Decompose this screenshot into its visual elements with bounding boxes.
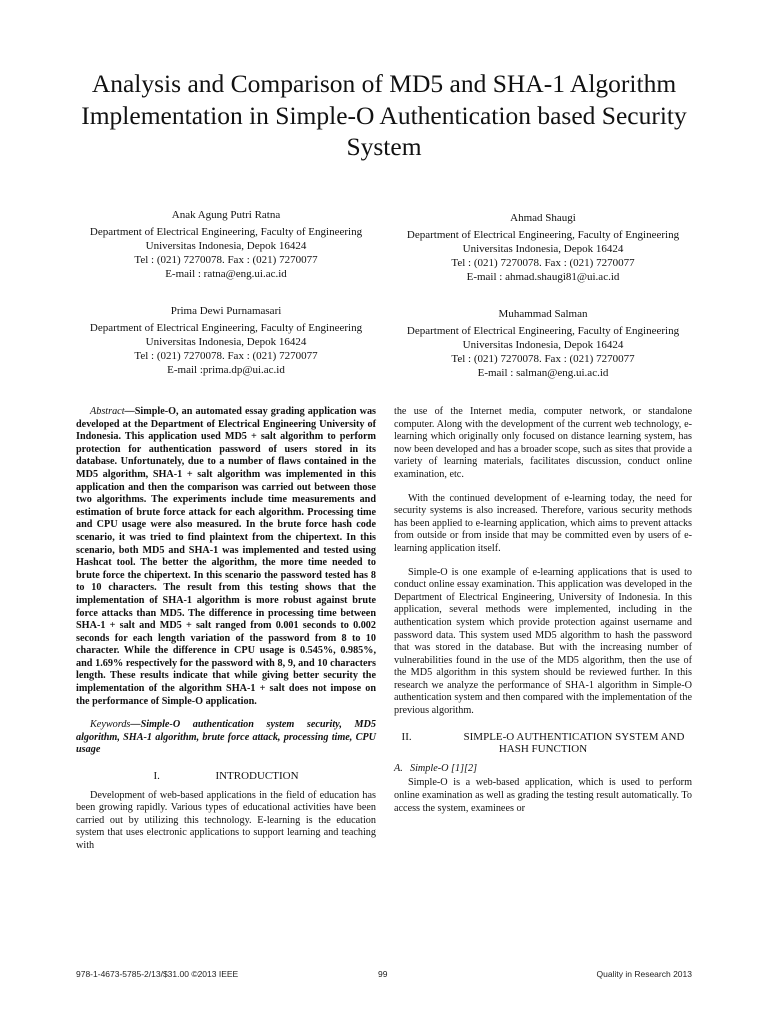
paragraph: Simple-O is one example of e-learning applications that is used to conduct online essay examination. This application was developed in the Department of Electrical Engineering, University of Indonesia. In this application, several methods were implemented, including in the authentication system which provide protection against username and password data. This system used MD5 algorithm to hash the password that was stored in the database. But with the increasing number of vulnerabilities found in the use of the MD5 algorithm, then the use of the MD5 algorithm in this system should be reviewed further. In this research we analyze the performance of SHA-1 algorithm in Simple-O authentication system and then compared with the implementation of the previous algorithm. (394, 566, 692, 717)
author-dept: Department of Electrical Engineering, Faculty of Engineering (406, 325, 680, 337)
abstract (76, 406, 376, 708)
author-name: Anak Agung Putri Ratna (171, 209, 281, 221)
keywords-text: —Simple-O authentication system security, MD5 algorithm, SHA-1 algorithm, brute force attack, processing time, CPU usage (76, 719, 376, 756)
subsection-heading (394, 763, 692, 776)
left-column (76, 406, 376, 853)
section-heading-simple-o (394, 731, 692, 756)
author-tel: Tel : (021) 7270078. Fax : (021) 7270077 (451, 257, 635, 269)
author-dept: Department of Electrical Engineering, Faculty of Engineering (89, 226, 363, 238)
author-dept: Department of Electrical Engineering, Faculty of Engineering (89, 322, 363, 334)
author-tel: Tel : (021) 7270078. Fax : (021) 7270077 (451, 353, 635, 365)
section-title-line2: HASH FUNCTION (498, 743, 588, 756)
footer-conference: Quality in Research 2013 (596, 969, 692, 979)
author-email: E-mail :prima.dp@ui.ac.id (167, 364, 285, 376)
author-tel: Tel : (021) 7270078. Fax : (021) 7270077 (134, 254, 318, 266)
paragraph: Simple-O is a web-based application, which is used to perform online examination as well as grading the testing result automatically. To access the system, examinees or (394, 777, 692, 814)
author-univ: Universitas Indonesia, Depok 16424 (462, 339, 624, 351)
footer-copyright: 978-1-4673-5785-2/13/$31.00 ©2013 IEEE (76, 969, 239, 979)
author-univ: Universitas Indonesia, Depok 16424 (462, 243, 624, 255)
section-title-line1: SIMPLE-O AUTHENTICATION SYSTEM AND (463, 730, 685, 743)
author-block (392, 307, 694, 380)
keywords-label: Keywords (90, 719, 131, 731)
section-title: INTRODUCTION (215, 770, 299, 783)
paragraph: Development of web-based applications in the field of education has been growing rapidly. Various types of educational activities have been carried out by utilizing this technology. E-learning is the education system that uses electronic applications to support learning and teaching with (76, 789, 376, 851)
abstract-label: Abstract (90, 406, 125, 417)
author-univ: Universitas Indonesia, Depok 16424 (145, 336, 307, 348)
subsection-title: Simple-O [1][2] (410, 762, 478, 774)
author-name: Muhammad Salman (498, 308, 588, 320)
section-heading-introduction (76, 770, 376, 783)
author-name: Prima Dewi Purnamasari (170, 305, 282, 317)
author-email: E-mail : salman@eng.ui.ac.id (477, 367, 609, 379)
author-univ: Universitas Indonesia, Depok 16424 (145, 240, 307, 252)
author-block (75, 304, 377, 377)
author-block (75, 208, 377, 281)
author-email: E-mail : ahmad.shaugi81@ui.ac.id (466, 271, 620, 283)
author-tel: Tel : (021) 7270078. Fax : (021) 7270077 (134, 350, 318, 362)
abstract-text: —Simple-O, an automated essay grading application was developed at the Department of Electrical Engineering University of Indonesia. This application used MD5 + salt algorithm to perform protection for authentication password of users stored in its database. Unfortunately, due to a number of flaws contained in the MD5 algorithm, SHA-1 + salt algorithm was implemented in this application and then the comparison was carried out between those two algorithms. The experiments include time measurements and estimation of brute force attack for each algorithm. Processing time and CPU usage were also measured. In the brute force hash code scenario, it was tried to find plaintext from the chipertext. In this scenario, both MD5 and SHA-1 was implemented and tested using Hashcat tool. The better the algorithm, the more time needed to brute force the chipertext. In this scenario the password tested has 8 to 10 characters. The result from this testing shows that the implementation of SHA-1 algorithm is more robust against brute force attacks than MD5. The difference in processing time between SHA-1 + salt and MD5 + salt ranged from 0.001 seconds to 0.002 seconds for each length variation of the password from 8 to 10 character. While the difference in CPU usage is 0.545%, 0.985%, and 1.69% respectively for the password with 8, 9, and 10 characters length. These results indicate that while giving better security the implementation of the algorithm SHA-1 + salt does not impose on the performance of Simple-O application. (76, 406, 376, 707)
section-number: I. (153, 770, 160, 783)
author-email: E-mail : ratna@eng.ui.ac.id (165, 268, 287, 280)
footer-page-number: 99 (378, 969, 388, 979)
right-column (394, 406, 692, 815)
paragraph: the use of the Internet media, computer network, or standalone computer. Along with the development of the current web technology, e-learning which originally only focused on distance learning system, has now been developed and has a broader scope, such as sites that provide a variety of learning materials, facilitates discussion, conduct online examination, etc. (394, 406, 692, 480)
section-number: II. (401, 730, 412, 743)
author-dept: Department of Electrical Engineering, Faculty of Engineering (406, 229, 680, 241)
author-name: Ahmad Shaugi (510, 212, 576, 224)
author-block (392, 211, 694, 284)
subsection-number: A. (394, 762, 403, 774)
keywords (76, 719, 376, 757)
paper-title: Analysis and Comparison of MD5 and SHA-1 Algorithm Implementation in Simple-O Authentication based Security System (81, 69, 687, 161)
paragraph: With the continued development of e-learning today, the need for security systems is also increased. Therefore, various security methods has been applied to e-learning application, which aims to prevent attacks from outside or from inside that may be committed even by users of e-learning application itself. (394, 492, 692, 554)
